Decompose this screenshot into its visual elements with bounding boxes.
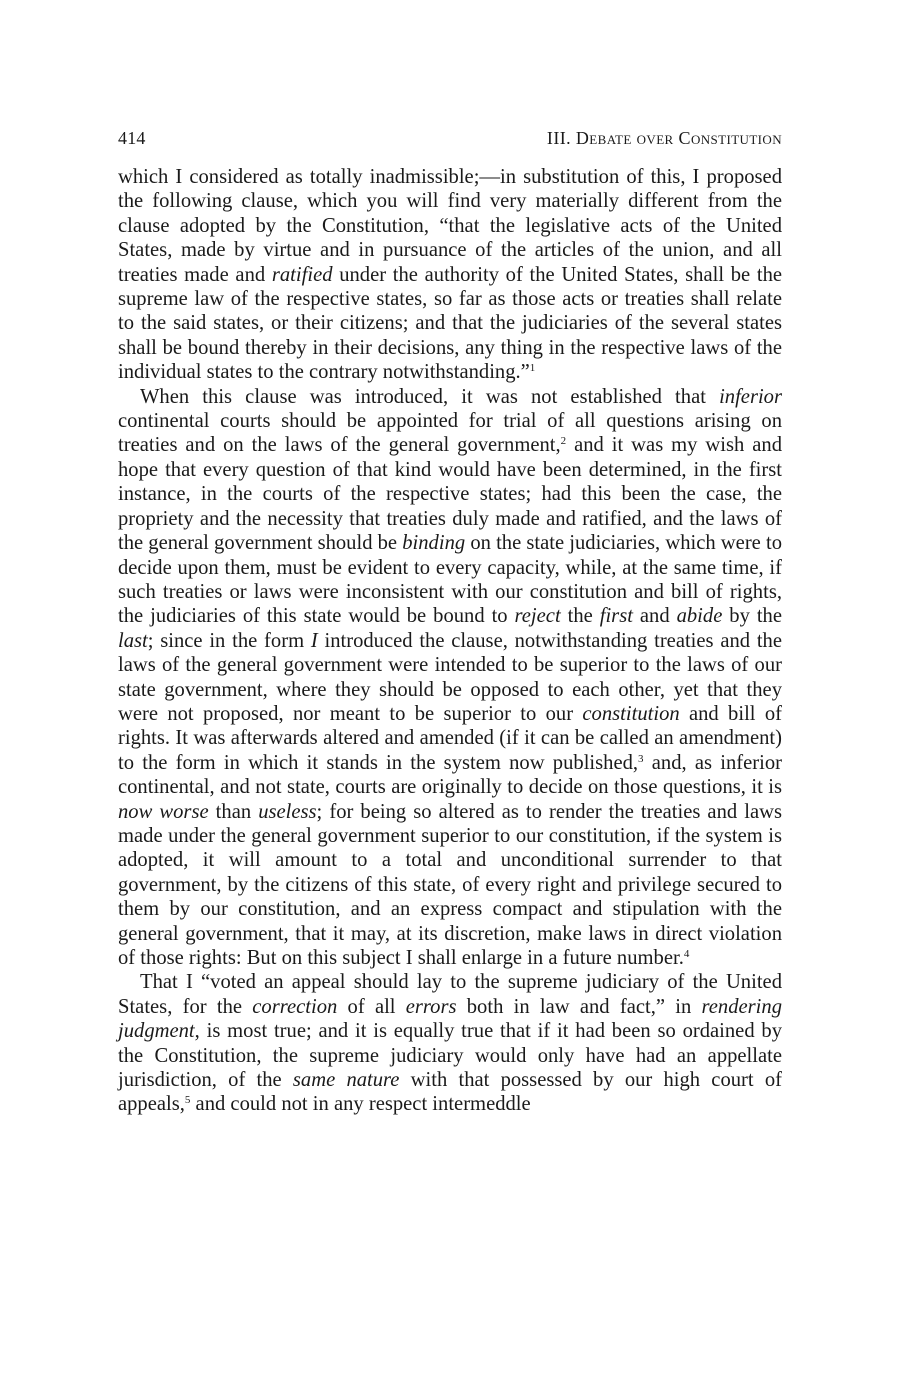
text-run: That I “voted an appeal should lay to the supreme judiciary of the United States, for the bbox=[118, 971, 782, 1018]
footnote-marker: 5 bbox=[184, 1094, 191, 1107]
italic-text: first bbox=[599, 605, 633, 628]
footnote-marker: 1 bbox=[529, 362, 536, 375]
italic-text: inferior bbox=[719, 385, 782, 408]
italic-text: reject bbox=[514, 605, 561, 628]
italic-text: rendering judgment bbox=[118, 995, 782, 1043]
text-run: continental courts should be appointed for trial of all questions arising on treaties and on the laws of the general government, bbox=[118, 410, 782, 457]
footnote-marker: 2 bbox=[560, 435, 567, 448]
text-run: by the bbox=[722, 605, 782, 628]
text-run: on the state judiciaries, which were to decide upon them, must be evident to every capacity, while, at the same time, if such treaties or laws were inconsistent with our constitution and bill of rights, the judiciaries of this state would be bound to bbox=[118, 532, 782, 628]
text-run: , is most true; and it is equally true that if it had been so ordained by the Constitution, the supreme judiciary would only have had an appellate jurisdiction, of the bbox=[118, 1020, 782, 1092]
text-run: and, as inferior continental, and not state, courts are originally to decide on those questions, it is bbox=[118, 751, 782, 799]
text-run: with that possessed by our high court of appeals, bbox=[118, 1069, 782, 1116]
page-number: 414 bbox=[118, 128, 146, 148]
running-head bbox=[118, 128, 782, 149]
text-run: and bill of rights. It was afterwards altered and amended (if it can be called an amendment) to the form in which it stands in the system now published, bbox=[118, 702, 783, 774]
paragraph bbox=[118, 165, 782, 385]
italic-text: correction bbox=[252, 995, 338, 1018]
italic-text: last bbox=[118, 629, 148, 652]
text-run: both in law and fact,” in bbox=[456, 995, 702, 1018]
italic-text: abide bbox=[676, 605, 723, 628]
text-run: than bbox=[208, 800, 259, 823]
text-run: of all bbox=[337, 995, 406, 1018]
text-run: the bbox=[560, 605, 600, 628]
footnote-marker: 4 bbox=[683, 948, 690, 960]
text-run: introduced the clause, notwithstanding treaties and the laws of the general government were intended to be superior to the laws of our state government, where they should be opposed to each other, yet that they were not proposed, nor meant to be superior to our bbox=[118, 629, 782, 725]
text-run: and it was my wish and hope that every question of that kind would have been determined, in the first instance, in the courts of the respective states; had this been the case, the propriety and the necessity that treaties duly made and ratified, and the laws of the general government should be bbox=[118, 434, 782, 555]
italic-text: constitution bbox=[582, 702, 680, 725]
paragraph bbox=[118, 385, 782, 971]
text-run: which I considered as totally inadmissible;—in substitution of this, I proposed the following clause, which you will find very materially different from the clause adopted by the Constitution, “that the legislative acts of the United States, made by virtue and in pursuance of the articles of the union, and all treaties made and bbox=[118, 166, 782, 286]
footnote-marker: 3 bbox=[638, 752, 644, 765]
text-run: under the authority of the United States, shall be the supreme law of the respective states, so far as those acts or treaties shall relate to the said states, or their citizens; and that the judiciaries of the several states shall be bound thereby in their decisions, any thing in the respective laws of the individual states to the contrary notwithstanding.” bbox=[118, 263, 783, 384]
text-run: and bbox=[632, 605, 677, 628]
italic-text: now worse bbox=[118, 800, 209, 823]
text-run: When this clause was introduced, it was not established that bbox=[140, 385, 720, 408]
text-run: and could not in any respect intermeddle bbox=[190, 1093, 531, 1116]
italic-text: I bbox=[310, 629, 318, 652]
text-run: ; for being so altered as to render the treaties and laws made under the general government superior to our constitution, if the system is adopted, it will amount to a total and unconditional surrender to that government, by the citizens of this state, of every right and privilege secured to them by our constitution, and an express compact and stipulation with the general government, that it may, at its discretion, make laws in direct violation of those rights: But on this subject I shall enlarge in a future number. bbox=[118, 800, 782, 969]
body-text bbox=[118, 165, 782, 1117]
book-page bbox=[118, 128, 782, 1117]
italic-text: same nature bbox=[292, 1069, 400, 1092]
italic-text: ratified bbox=[271, 263, 333, 286]
italic-text: useless bbox=[258, 800, 317, 823]
text-run: ; since in the form bbox=[147, 629, 311, 652]
paragraph bbox=[118, 970, 782, 1116]
italic-text: errors bbox=[405, 995, 457, 1018]
italic-text: binding bbox=[402, 532, 466, 555]
running-title: III. Debate over Constitution bbox=[546, 128, 782, 148]
